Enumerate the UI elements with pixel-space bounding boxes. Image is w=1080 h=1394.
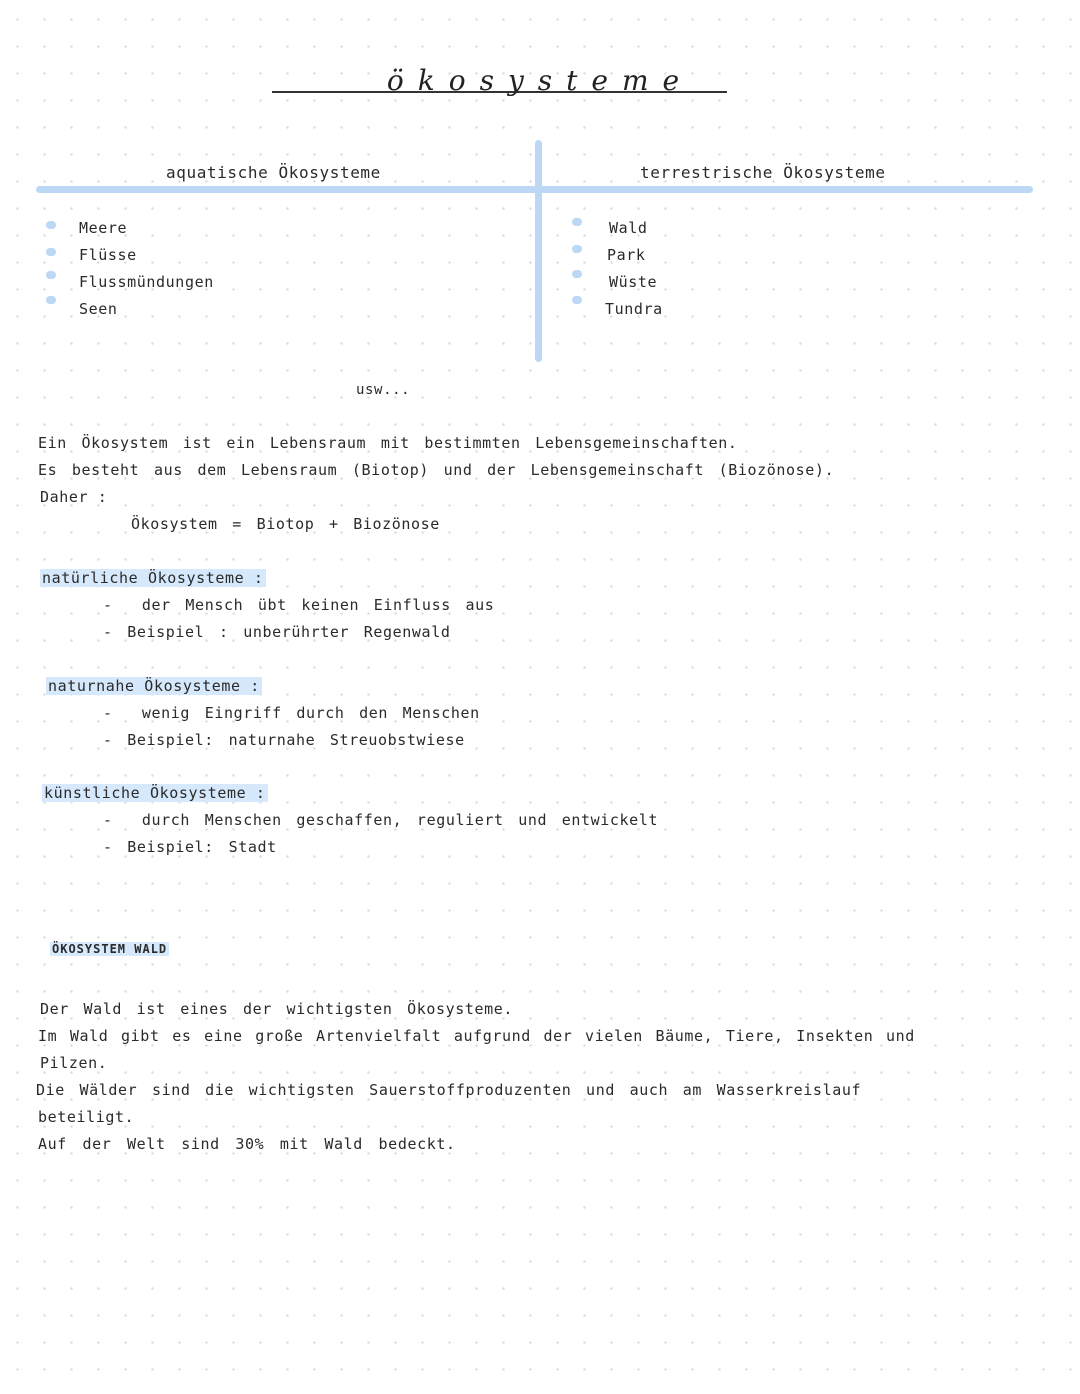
forest-line: Die Wälder sind die wichtigsten Sauerstoffproduzenten und auch am Wasserkreislauf bbox=[36, 1081, 862, 1099]
etc-note: usw... bbox=[356, 382, 411, 398]
aquatic-item: Flüsse bbox=[79, 246, 137, 264]
terrestrial-item: Wald bbox=[609, 219, 648, 237]
aquatic-heading: aquatische Ökosysteme bbox=[166, 163, 381, 182]
bullet-icon bbox=[46, 296, 56, 304]
terrestrial-item: Tundra bbox=[605, 300, 663, 318]
forest-line: Auf der Welt sind 30% mit Wald bedeckt. bbox=[38, 1135, 456, 1153]
definition-line: Ein Ökosystem ist ein Lebensraum mit bestimmten Lebensgemeinschaften. bbox=[38, 434, 738, 452]
forest-line: Pilzen. bbox=[40, 1054, 108, 1072]
bullet-icon bbox=[572, 296, 582, 304]
aquatic-item: Flussmündungen bbox=[79, 273, 214, 291]
section-heading: naturnahe Ökosysteme : bbox=[48, 677, 260, 695]
section-heading: künstliche Ökosysteme : bbox=[44, 784, 266, 802]
table-vertical-divider bbox=[535, 140, 542, 362]
bullet-icon bbox=[572, 270, 582, 278]
forest-line: Der Wald ist eines der wichtigsten Ökosysteme. bbox=[40, 1000, 514, 1018]
list-item-text: Beispiel : unberührter Regenwald bbox=[127, 623, 451, 641]
terrestrial-item: Wüste bbox=[609, 273, 658, 291]
terrestrial-heading: terrestrische Ökosysteme bbox=[640, 163, 886, 182]
list-item: - der Mensch übt keinen Einfluss aus bbox=[103, 596, 495, 614]
list-item: - Beispiel: naturnahe Streuobstwiese bbox=[103, 731, 465, 749]
aquatic-item: Seen bbox=[79, 300, 118, 318]
forest-line: Im Wald gibt es eine große Artenvielfalt aufgrund der vielen Bäume, Tiere, Insekten und bbox=[38, 1027, 915, 1045]
list-item: - wenig Eingriff durch den Menschen bbox=[103, 704, 480, 722]
forest-line: beteiligt. bbox=[38, 1108, 135, 1126]
list-item-text: wenig Eingriff durch den Menschen bbox=[141, 704, 480, 722]
aquatic-item: Meere bbox=[79, 219, 128, 237]
bullet-icon bbox=[572, 245, 582, 253]
forest-heading: ÖKOSYSTEM WALD bbox=[52, 942, 168, 956]
formula: Ökosystem = Biotop + Biozönose bbox=[131, 515, 440, 533]
list-item-text: durch Menschen geschaffen, reguliert und entwickelt bbox=[141, 811, 659, 829]
bullet-icon bbox=[46, 248, 56, 256]
page-title: ökosysteme bbox=[386, 64, 694, 97]
terrestrial-item: Park bbox=[607, 246, 646, 264]
bullet-icon bbox=[46, 221, 56, 229]
list-item-text: der Mensch übt keinen Einfluss aus bbox=[141, 596, 495, 614]
list-item: - Beispiel: Stadt bbox=[103, 838, 277, 856]
definition-line: Es besteht aus dem Lebensraum (Biotop) und der Lebensgemeinschaft (Biozönose). bbox=[38, 461, 835, 479]
bullet-icon bbox=[46, 271, 56, 279]
bullet-icon bbox=[572, 218, 582, 226]
list-item-text: Beispiel: naturnahe Streuobstwiese bbox=[127, 731, 465, 749]
list-item: - Beispiel : unberührter Regenwald bbox=[103, 623, 451, 641]
list-item-text: Beispiel: Stadt bbox=[127, 838, 277, 856]
definition-line: Daher : bbox=[40, 488, 108, 506]
list-item: - durch Menschen geschaffen, reguliert und entwickelt bbox=[103, 811, 659, 829]
section-heading: natürliche Ökosysteme : bbox=[42, 569, 264, 587]
